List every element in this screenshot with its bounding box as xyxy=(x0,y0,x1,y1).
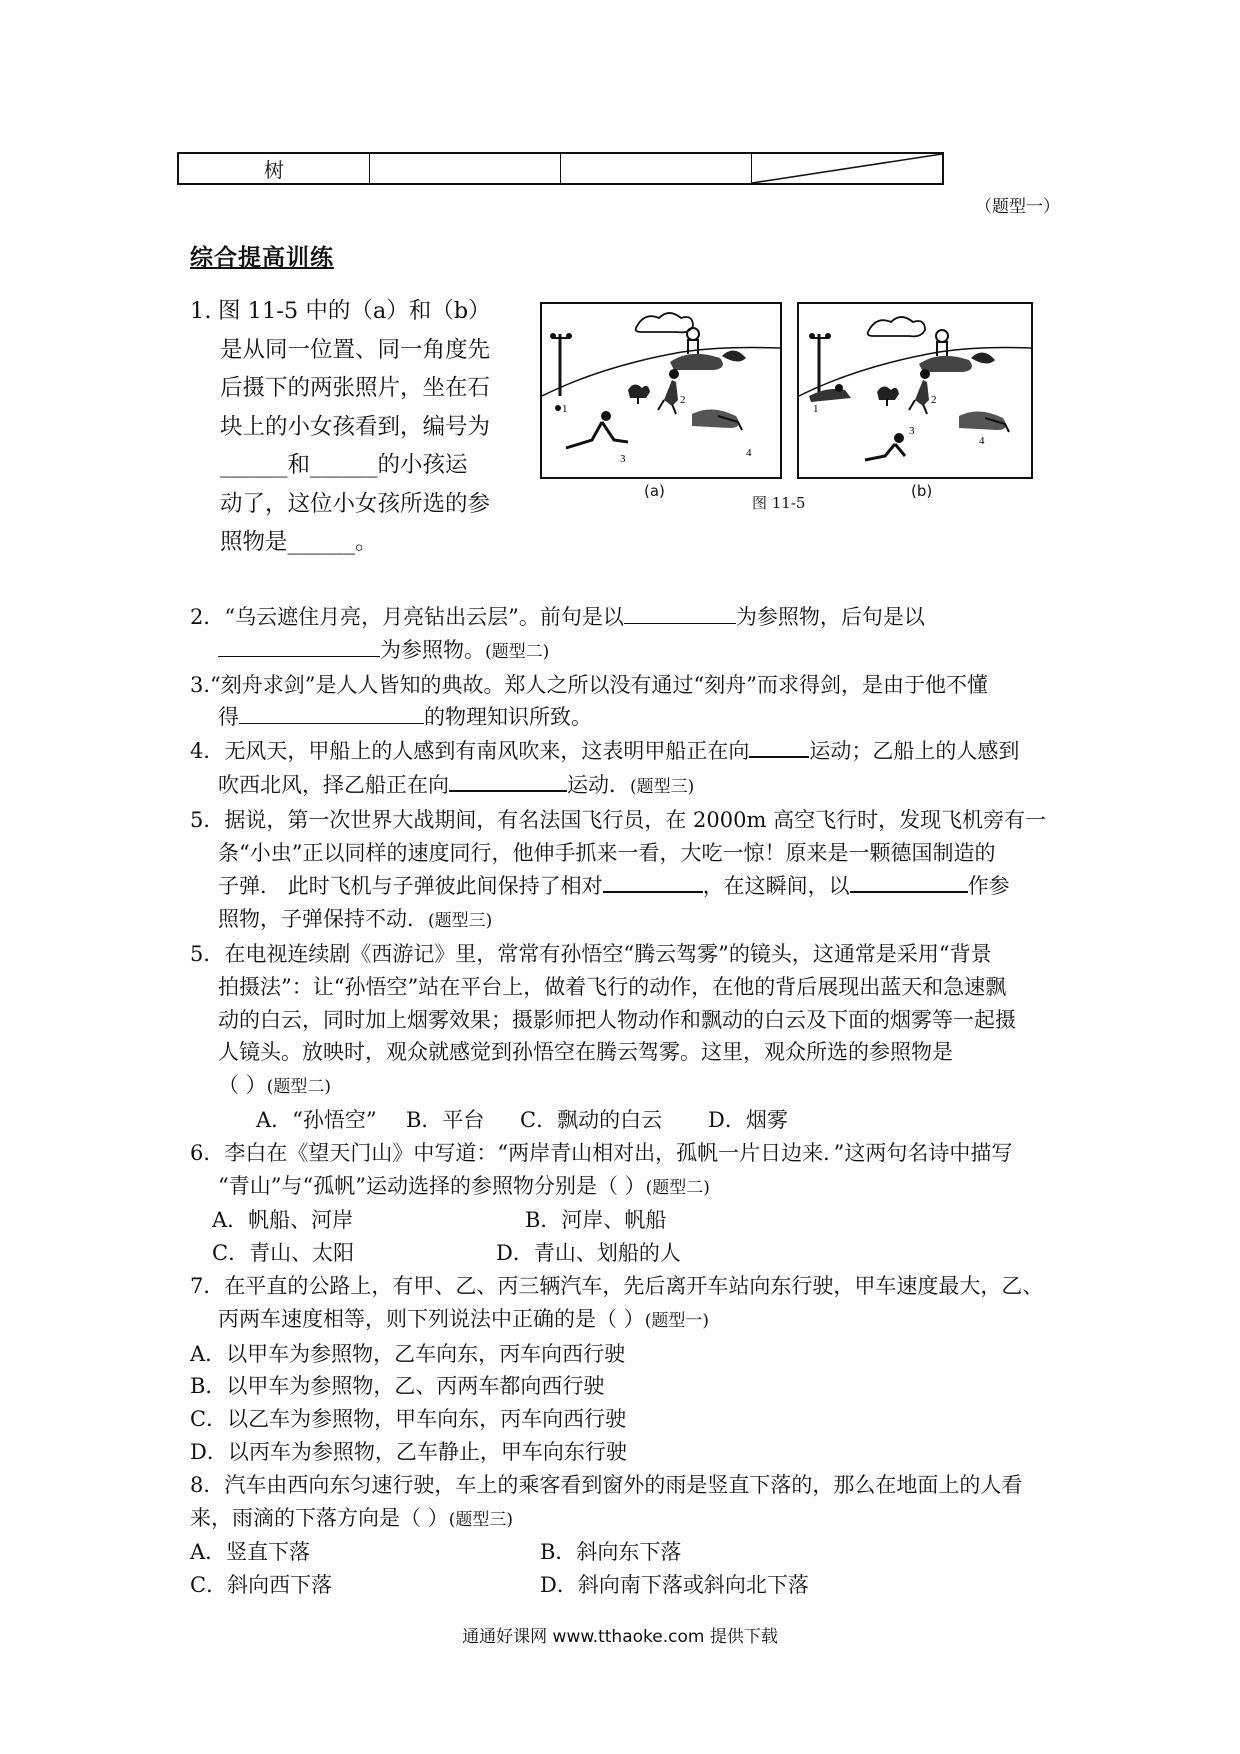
question-7-cont xyxy=(190,1303,1060,1338)
figure-num-label: 2 xyxy=(931,394,937,406)
option-a: A．以甲车为参照物，乙车向东，丙车向西行驶 xyxy=(190,1341,626,1366)
figure-num-label: 3 xyxy=(620,453,626,465)
question-type-tag: (题型一) xyxy=(644,1310,709,1331)
option-b: B．斜向东下落 xyxy=(540,1540,682,1565)
question-text: ，在这瞬间，以 xyxy=(702,874,850,899)
question-4 xyxy=(190,734,1060,768)
table-cell-crossed xyxy=(752,154,942,183)
question-type-tag: (题型三) xyxy=(448,1509,513,1530)
answer-blank xyxy=(749,734,809,758)
question-text: 的物理知识所致。 xyxy=(424,705,592,730)
question-5b-options xyxy=(190,1104,1060,1137)
question-text-line: 后摄下的两张照片，坐在石 xyxy=(220,375,491,401)
scene-illustration xyxy=(542,304,780,477)
question-number: 1. xyxy=(190,298,212,324)
option-a: A．“孙悟空” xyxy=(256,1107,377,1132)
answer-blank xyxy=(603,869,703,893)
question-text: 运动． xyxy=(567,772,630,797)
question-text: 子弹． 此时飞机与子弹彼此间保持了相对 xyxy=(218,874,603,899)
option-a: A．竖直下落 xyxy=(190,1540,311,1565)
question-6-options xyxy=(190,1204,1060,1237)
answer-table-row xyxy=(177,152,944,185)
questions-list xyxy=(190,601,1060,1602)
question-5a: 5．据说，第一次世界大战期间，有名法国飞行员，在 2000m 高空飞行时，发现飞机旁有一 xyxy=(190,807,1047,832)
question-4-cont xyxy=(190,768,1060,804)
option-b: B．河岸、帆船 xyxy=(525,1208,667,1233)
answer-blank xyxy=(239,701,424,724)
scene-illustration xyxy=(799,304,1031,477)
answer-blank xyxy=(624,601,736,624)
question-text: 为参照物，后句是以 xyxy=(735,605,925,629)
figure-label-b: (b) xyxy=(911,482,933,500)
question-text: 2．“乌云遮住月亮，月亮钻出云层”。前句是以 xyxy=(190,605,624,629)
question-1 xyxy=(190,292,520,562)
question-text: 4．无风天，甲船上的人感到有南风吹来，这表明甲船正在向 xyxy=(190,739,750,764)
question-2-cont xyxy=(190,634,1060,669)
question-8-options xyxy=(190,1536,1060,1569)
question-5b-cont: 人镜头。放映时，观众就感觉到孙悟空在腾云驾雾。这里，观众所选的参照物是 xyxy=(218,1040,953,1065)
section-title: 综合提高训练 xyxy=(190,244,334,271)
question-text: “青山”与“孤帆”运动选择的参照物分别是（ ） xyxy=(218,1173,646,1198)
question-text: 得 xyxy=(218,705,239,730)
figure-caption: 图 11-5 xyxy=(752,494,806,512)
answer-blank xyxy=(218,634,380,657)
question-6: 6．李白在《望天门山》中写道：“两岸青山相对出，孤帆一片日边来．”这两句名诗中描写 xyxy=(190,1140,1013,1165)
question-text-line: 图 11-5 中的（a）和（b） xyxy=(218,298,491,324)
answer-blank xyxy=(850,869,968,893)
question-text: 来，雨滴的下落方向是（ ） xyxy=(190,1505,449,1530)
question-5a-cont xyxy=(190,869,1060,903)
question-5a-cont: 条“小虫”正以同样的速度同行，他伸手抓来一看，大吃一惊！原来是一颗德国制造的 xyxy=(218,840,996,865)
question-2 xyxy=(190,601,1060,634)
question-5b-cont xyxy=(190,1069,1060,1104)
answer-parentheses: （ ） xyxy=(218,1073,267,1098)
question-type-tag: （题型一） xyxy=(975,197,1060,217)
option-c: C．斜向西下落 xyxy=(190,1573,333,1598)
option-c: C．以乙车为参照物，甲车向东，丙车向西行驶 xyxy=(190,1407,627,1432)
figure-num-label: 3 xyxy=(909,425,915,437)
table-cell xyxy=(370,154,561,183)
option-d: D．以丙车为参照物，乙车静止，甲车向东行驶 xyxy=(190,1439,627,1464)
option-c: C．飘动的白云 xyxy=(520,1107,663,1132)
question-3-cont xyxy=(190,701,1060,734)
question-8-options xyxy=(190,1569,1060,1602)
figure-label-a: (a) xyxy=(644,482,665,500)
table-cell xyxy=(561,154,752,183)
question-type-tag: (题型二) xyxy=(266,1077,331,1098)
question-5b: 5．在电视连续剧《西游记》里，常常有孙悟空“腾云驾雾”的镜头，这通常是采用“背景 xyxy=(190,941,992,966)
question-6-cont xyxy=(190,1170,1060,1205)
question-text: 照物，子弹保持不动． xyxy=(218,907,428,932)
option-b: B．平台 xyxy=(406,1107,485,1132)
figure-photo-a xyxy=(540,302,782,479)
question-type-tag: (题型二) xyxy=(645,1177,710,1198)
figure-num-label: 1 xyxy=(562,403,568,415)
question-text-line: 动了，这位小女孩所选的参 xyxy=(220,490,491,517)
option-d: D．青山、划船的人 xyxy=(496,1241,681,1266)
question-7: 7．在平直的公路上，有甲、乙、丙三辆汽车，先后离开车站向东行驶，甲车速度最大，乙、 xyxy=(190,1273,1044,1298)
question-5a-cont xyxy=(190,903,1060,938)
option-c: C．青山、太阳 xyxy=(212,1241,355,1266)
page-footer: 通通好课网 www.tthaoke.com 提供下载 xyxy=(462,1627,778,1647)
question-text: 丙两车速度相等，则下列说法中正确的是（ ） xyxy=(218,1306,645,1331)
question-text: 为参照物。 xyxy=(380,637,485,662)
figure-num-label: 4 xyxy=(746,447,752,459)
question-text-line: 是从同一位置、同一角度先 xyxy=(220,336,491,363)
question-5b-cont: 拍摄法”：让“孙悟空”站在平台上，做着飞行的动作，在他的背后展现出蓝天和急速飘 xyxy=(218,974,1007,999)
question-8-cont xyxy=(190,1502,1060,1537)
question-text: 吹西北风，择乙船正在向 xyxy=(218,772,449,797)
question-6-options xyxy=(190,1237,1060,1270)
option-a: A．帆船、河岸 xyxy=(212,1208,354,1233)
diagonal-line xyxy=(752,154,942,183)
figure-num-label: 1 xyxy=(813,403,819,415)
figure-num-label: 4 xyxy=(979,435,985,447)
question-type-tag: (题型二) xyxy=(485,641,550,662)
question-8: 8．汽车由西向东匀速行驶，车上的乘客看到窗外的雨是竖直下落的，那么在地面上的人看 xyxy=(190,1472,1023,1497)
figure-photo-b xyxy=(797,302,1033,479)
option-d: D．斜向南下落或斜向北下落 xyxy=(540,1573,809,1598)
question-3: 3.“刻舟求剑”是人人皆知的典故。郑人之所以没有通过“刻舟”而求得剑，是由于他不懂 xyxy=(190,672,988,697)
question-text-line: 块上的小女孩看到，编号为 xyxy=(220,413,491,440)
option-d: D．烟雾 xyxy=(708,1107,788,1132)
question-5b-cont: 动的白云，同时加上烟雾效果；摄影师把人物动作和飘动的白云及下面的烟雾等一起摄 xyxy=(218,1007,1016,1032)
question-text-line: 照物是______。 xyxy=(220,529,378,555)
question-text: 运动；乙船上的人感到 xyxy=(809,739,1020,764)
table-cell-label: 树 xyxy=(179,154,370,183)
question-type-tag: (题型三) xyxy=(428,911,493,932)
question-text-line: ______和______的小孩运 xyxy=(220,452,468,478)
figure-num-label: 2 xyxy=(680,394,686,406)
option-b: B．以甲车为参照物，乙、丙两车都向西行驶 xyxy=(190,1374,605,1399)
answer-blank xyxy=(449,768,567,792)
question-text: 作参 xyxy=(967,874,1010,899)
question-type-tag: (题型三) xyxy=(630,776,695,797)
